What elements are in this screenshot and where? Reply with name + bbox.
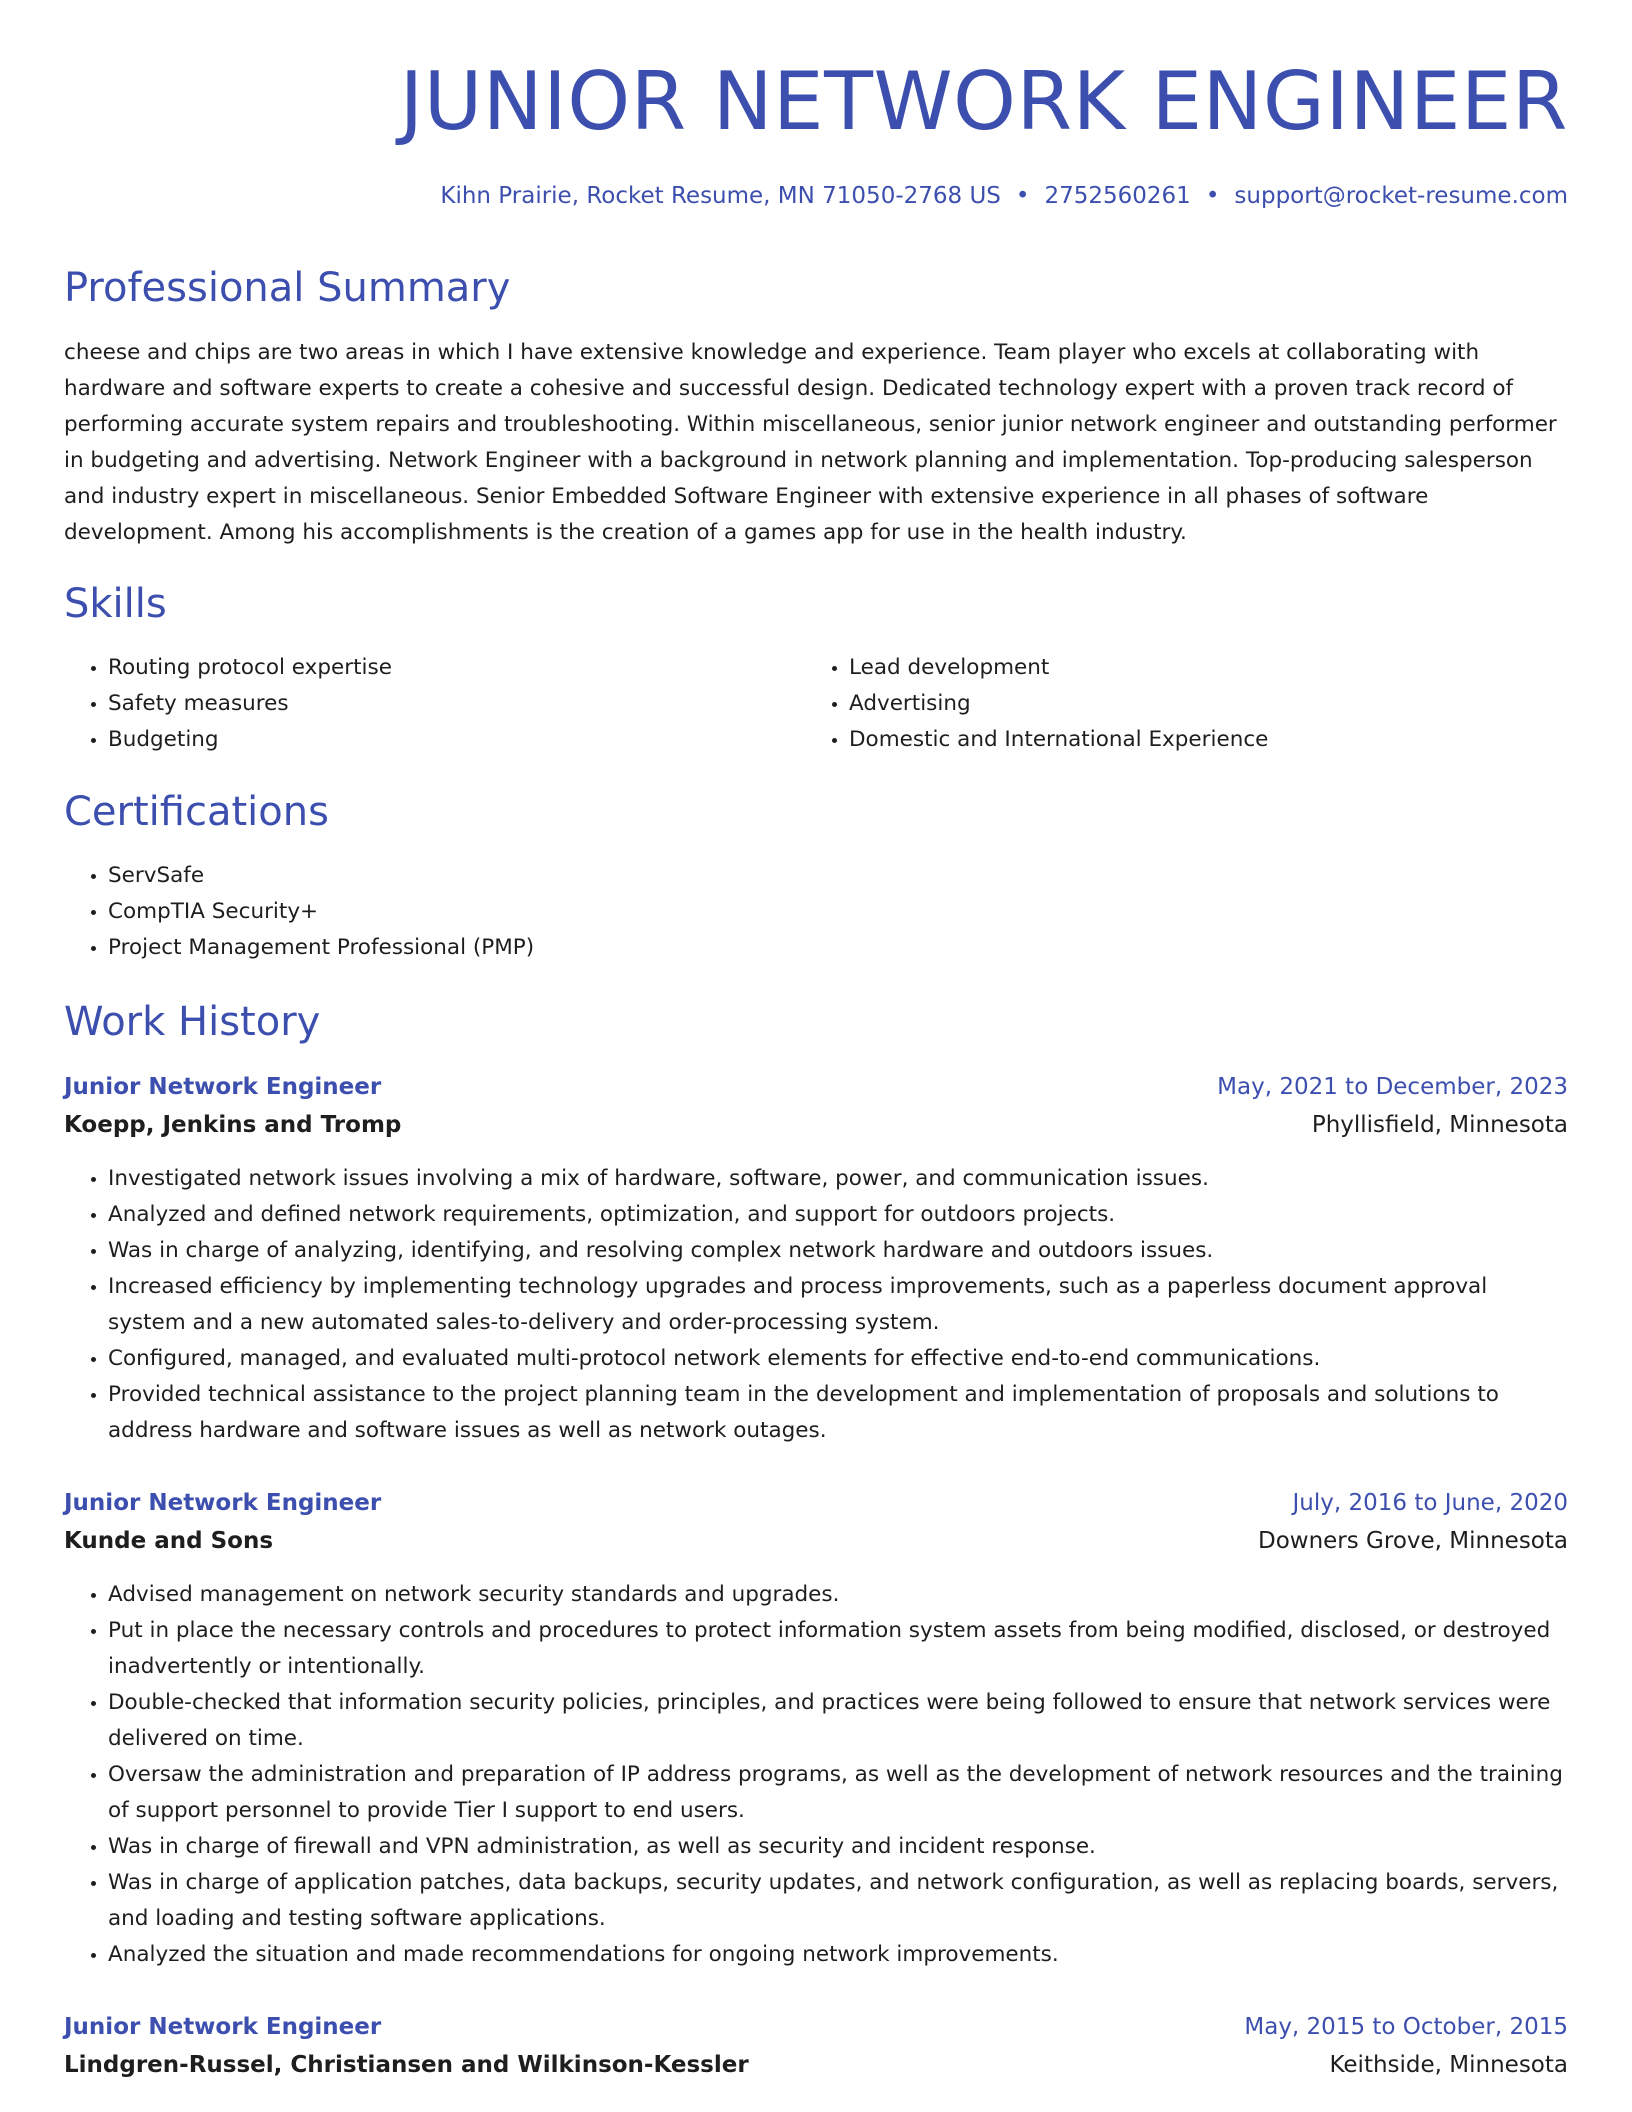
job-title: Junior Network Engineer: [64, 1074, 382, 1100]
job-location: Phyllisfield, Minnesota: [1311, 1112, 1568, 1138]
job-bullet: • Was in charge of application patches, data backups, security updates, and network configuration, as well as replacing boards, servers, and loading and testing software applications.: [108, 1865, 1568, 1937]
job-bullet: • Analyzed and defined network requirements, optimization, and support for outdoors projects.: [108, 1197, 1568, 1233]
summary-text: cheese and chips are two areas in which I have extensive knowledge and experience. Team player who excels at collaborating with hardware and software experts to create a cohesive and successful design. Dedicated technology expert with a proven track record of performing accurate system repairs and troubleshooting. Within miscellaneous, senior junior network engineer and outstanding performer in budgeting and advertising. Network Engineer with a background in network planning and implementation. Top-producing salesperson and industry expert in miscellaneous. Senior Embedded Software Engineer with extensive experience in all phases of software development. Among his accomplishments is the creation of a games app for use in the health industry.: [64, 340, 1557, 545]
certification-item: • Project Management Professional (PMP): [108, 930, 1568, 966]
job-bullet: • Put in place the necessary controls and procedures to protect information system assets from being modified, disclosed, or destroyed inadvertently or intentionally.: [108, 1613, 1568, 1685]
skills-list-left: [64, 650, 808, 758]
skill-item: • Domestic and International Experience: [849, 722, 1549, 758]
job-dates: May, 2015 to October, 2015: [1244, 2014, 1568, 2040]
job-bullet: • Increased efficiency by implementing technology upgrades and process improvements, such as a paperless document approval system and a new automated sales-to-delivery and order-processing system.: [108, 1269, 1568, 1341]
job-title: Junior Network Engineer: [64, 1490, 382, 1516]
section-title-certifications: Certifications: [64, 789, 329, 835]
skill-item: • Budgeting: [108, 722, 808, 758]
section-title-work-history: Work History: [64, 999, 321, 1045]
contact-address: Kihn Prairie, Rocket Resume, MN 71050-2768 US: [440, 183, 1001, 209]
job-location: Keithside, Minnesota: [1329, 2052, 1568, 2078]
job-title: Junior Network Engineer: [64, 2014, 382, 2040]
certification-item: • ServSafe: [108, 858, 1568, 894]
contact-separator: •: [1015, 183, 1030, 209]
job-company: Koepp, Jenkins and Tromp: [64, 1112, 402, 1138]
job-dates: July, 2016 to June, 2020: [1292, 1490, 1568, 1516]
job-company: Lindgren-Russel, Christiansen and Wilkinson-Kessler: [64, 2052, 749, 2078]
job-bullet: • Provided technical assistance to the project planning team in the development and implementation of proposals and solutions to address hardware and software issues as well as network outages.: [108, 1377, 1568, 1449]
job-bullet: • Advised management on network security standards and upgrades.: [108, 1577, 1568, 1613]
skill-item: • Advertising: [849, 686, 1549, 722]
skill-item: • Routing protocol expertise: [108, 650, 808, 686]
certification-item: • CompTIA Security+: [108, 894, 1568, 930]
contact-line: [440, 180, 1568, 212]
contact-phone: 2752560261: [1044, 183, 1191, 209]
job-bullet: • Investigated network issues involving a mix of hardware, software, power, and communication issues.: [108, 1161, 1568, 1197]
job-company: Kunde and Sons: [64, 1528, 274, 1554]
job-dates: May, 2021 to December, 2023: [1217, 1074, 1568, 1100]
job-bullets: [64, 1161, 1568, 1449]
job-bullet: • Double-checked that information security policies, principles, and practices were being followed to ensure that network services were delivered on time.: [108, 1685, 1568, 1757]
job-bullet: • Oversaw the administration and preparation of IP address programs, as well as the development of network resources and the training of support personnel to provide Tier I support to end users.: [108, 1757, 1568, 1829]
job-bullet: • Was in charge of firewall and VPN administration, as well as security and incident response.: [108, 1829, 1568, 1865]
skill-item: • Lead development: [849, 650, 1549, 686]
skills-list-right: [805, 650, 1549, 758]
contact-email: support@rocket-resume.com: [1234, 183, 1568, 209]
job-location: Downers Grove, Minnesota: [1257, 1528, 1568, 1554]
resume-name: JUNIOR NETWORK ENGINEER: [399, 55, 1568, 148]
job-bullet: • Was in charge of analyzing, identifying, and resolving complex network hardware and outdoors issues.: [108, 1233, 1568, 1269]
section-title-skills: Skills: [64, 581, 167, 627]
skill-item: • Safety measures: [108, 686, 808, 722]
certifications-list: [64, 858, 1568, 966]
job-bullet: • Configured, managed, and evaluated multi-protocol network elements for effective end-to-end communications.: [108, 1341, 1568, 1377]
job-bullets: [64, 1577, 1568, 1973]
job-bullet: • Analyzed the situation and made recommendations for ongoing network improvements.: [108, 1937, 1568, 1973]
contact-separator: •: [1205, 183, 1220, 209]
section-title-summary: Professional Summary: [64, 265, 511, 311]
